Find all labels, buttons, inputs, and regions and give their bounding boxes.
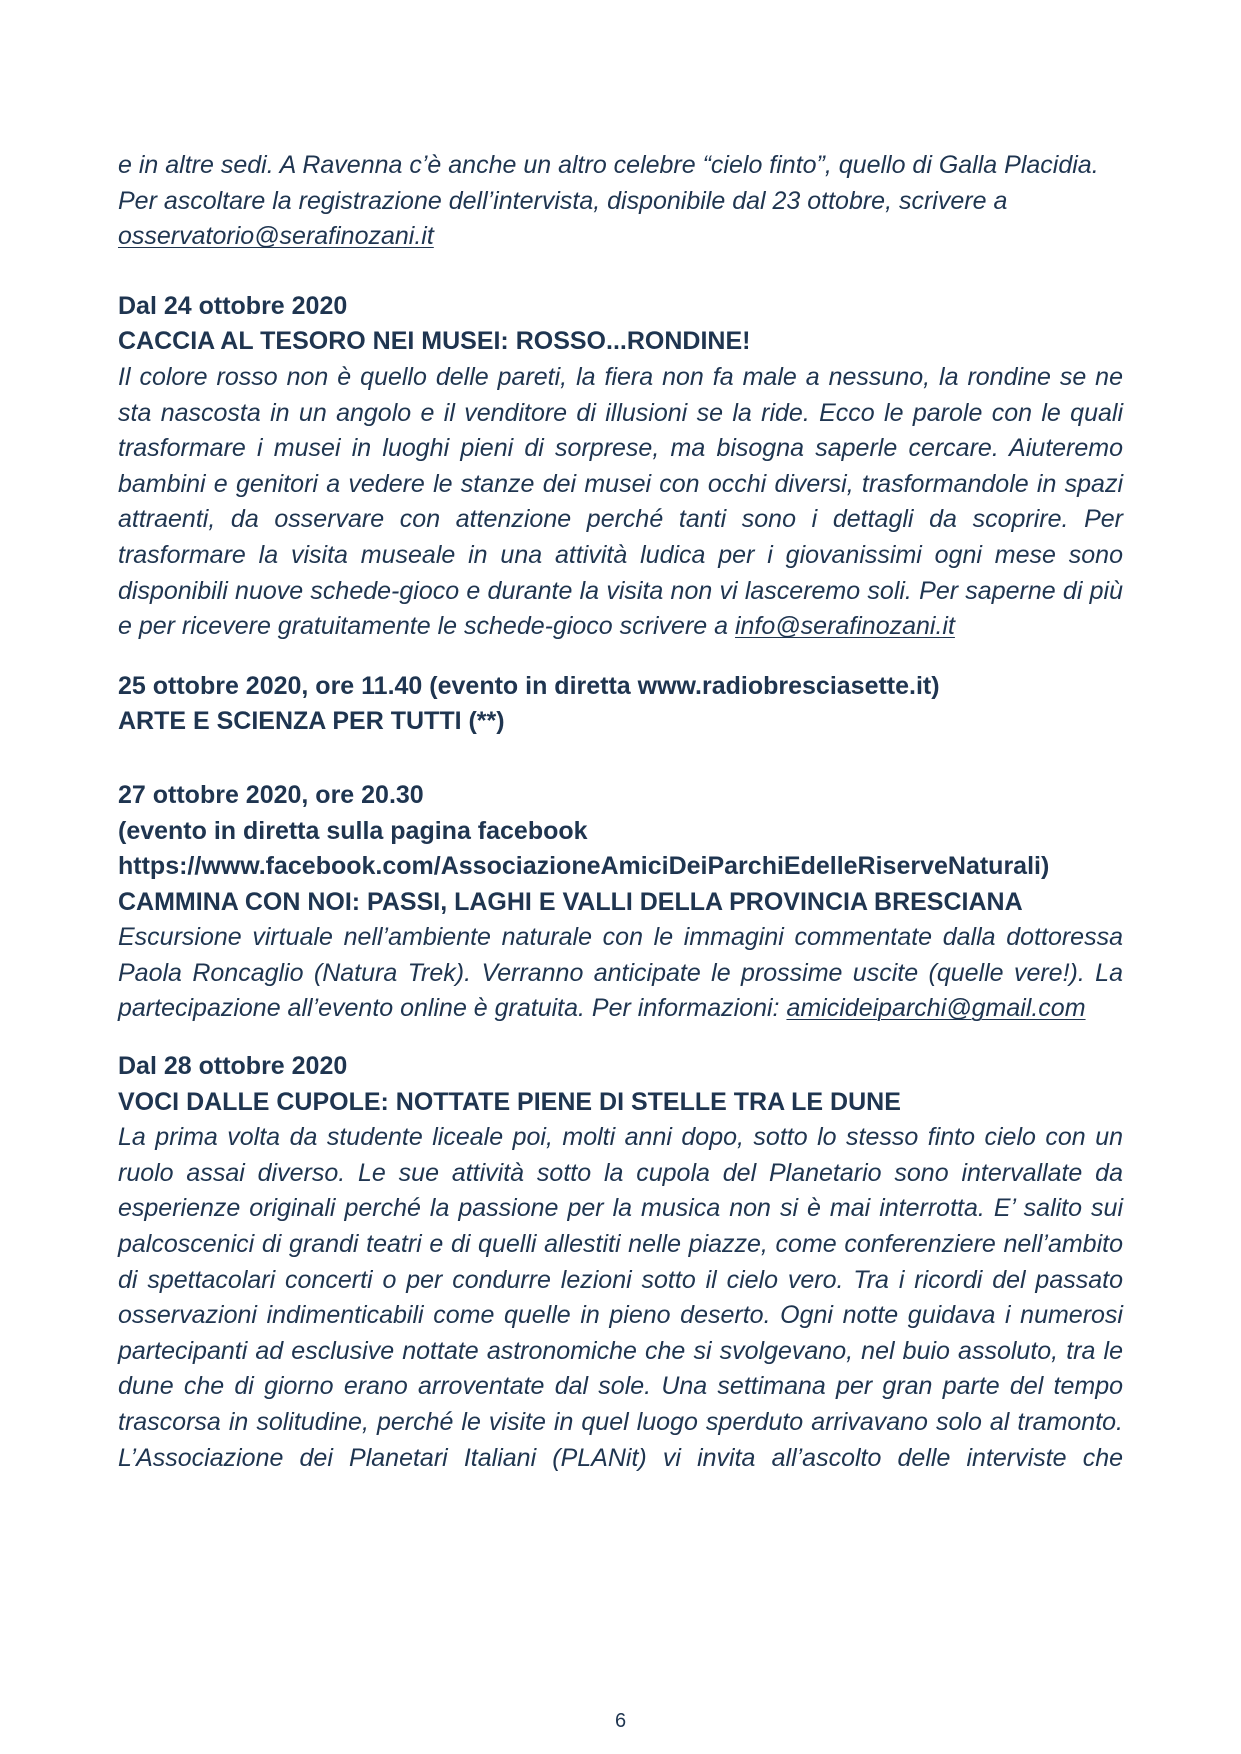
event-description [118,920,1123,1027]
event-description [118,1120,1123,1476]
event-description [118,360,1123,645]
amicideiparchi-email-link[interactable]: amicideiparchi@gmail.com [786,994,1086,1023]
event-title: VOCI DALLE CUPOLE: NOTTATE PIENE DI STELLE TRA LE DUNE [118,1087,901,1116]
intro-paragraph [118,148,1123,255]
event-date: Dal 24 ottobre 2020 [118,291,348,320]
event-date: 27 ottobre 2020, ore 20.30 [118,780,424,809]
event-caccia-al-tesoro [118,289,1123,645]
event-title: ARTE E SCIENZA PER TUTTI (**) [118,707,505,736]
event-title: CACCIA AL TESORO NEI MUSEI: ROSSO...RONDINE! [118,327,751,356]
event-body: Escursione virtuale nell’ambiente naturale con le immagini commentate dalla dottoressa Paola Roncaglio (Natura Trek). Verranno anticipate le prossime uscite (quelle vere!). La partecipazione all’evento online è gratuita. Per informazioni: [118,923,1123,1023]
event-arte-e-scienza [118,669,1123,740]
event-title: CAMMINA CON NOI: PASSI, LAGHI E VALLI DELLA PROVINCIA BRESCIANA [118,887,1023,916]
event-note: (evento in diretta sulla pagina facebook [118,816,588,845]
event-cammina-con-noi [118,778,1123,1027]
listen-text: Per ascoltare la registrazione dell’intervista, disponibile dal 23 ottobre, scrivere a [118,186,1008,215]
intro-text: e in altre sedi. A Ravenna c’è anche un altro celebre “cielo finto”, quello di Galla Placidia. [118,151,1099,179]
event-date: Dal 28 ottobre 2020 [118,1052,348,1081]
info-email-link[interactable]: info@serafinozani.it [734,612,955,641]
event-voci-dalle-cupole [118,1049,1123,1476]
event-body: La prima volta da studente liceale poi, molti anni dopo, sotto lo stesso finto cielo con un ruolo assai diverso. Le sue attività sotto la cupola del Planetario sono intervallate da esperienze originali perché la passione per la musica non si è mai interrotta. E’ salito sui palcoscenici di grandi teatri e di quelli allestiti nelle piazze, come conferenziere nell’ambito di spettacolari concerti o per condurre lezioni sotto il cielo vero. Tra i ricordi del passato osservazioni indimenticabili come quelle in pieno deserto. Ogni notte guidava i numerosi partecipanti ad esclusive nottate astronomiche che si svolgevano, nel buio assoluto, tra le dune che di giorno erano arroventate dal sole. Una settimana per gran parte del tempo trascorsa in solitudine, perché le visite in quel luogo sperduto arrivavano solo al tramonto. L’Associazione dei Planetari Italiani (PLANit) vi invita all’ascolto delle interviste che [118,1123,1123,1472]
document-body [118,148,1123,1476]
event-date: 25 ottobre 2020, ore 11.40 (evento in diretta www.radiobresciasette.it) [118,671,940,700]
event-body: Il colore rosso non è quello delle pareti, la fiera non fa male a nessuno, la rondine se ne sta nascosta in un angolo e il venditore di illusioni se la ride. Ecco le parole con le quali trasformare i musei in luoghi pieni di sorprese, ma bisogna saperle cercare. Aiuteremo bambini e genitori a vedere le stanze dei musei con occhi diversi, trasformandole in spazi attraenti, da osservare con attenzione perché tanti sono i dettagli da scoprire. Per trasformare la visita museale in una attività ludica per i giovanissimi ogni mese sono disponibili nuove schede-gioco e durante la visita non vi lasceremo soli. Per saperne di più e per ricevere gratuitamente le schede-gioco scrivere a [118,362,1123,641]
osservatorio-email-link[interactable]: osservatorio@serafinozani.it [118,222,434,251]
facebook-url: https://www.facebook.com/AssociazioneAmiciDeiParchiEdelleRiserveNaturali) [118,852,1050,881]
page-number: 6 [614,1710,627,1732]
